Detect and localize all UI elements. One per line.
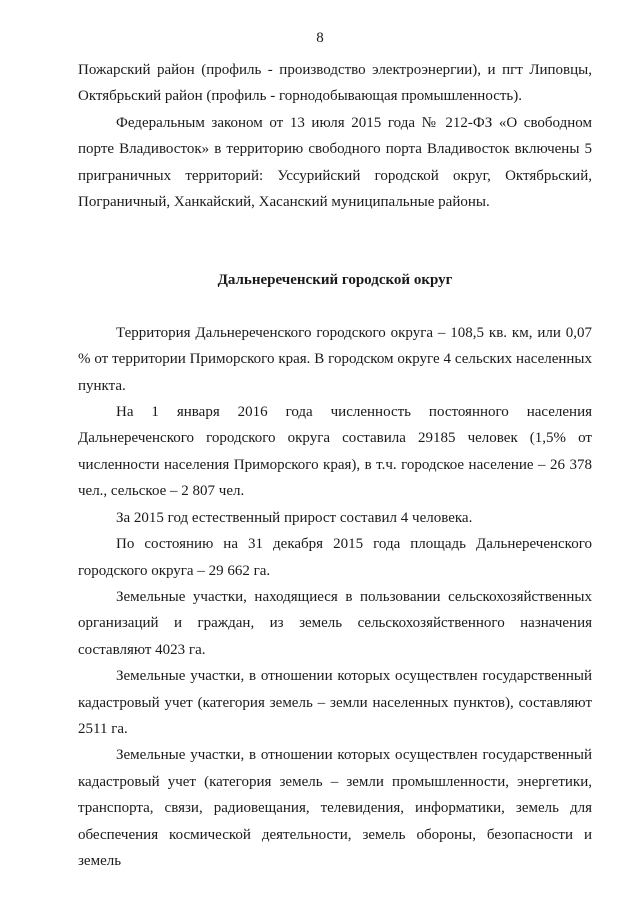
paragraph-area: По состоянию на 31 декабря 2015 года площадь Дальнереченского городского округа – 29 662 га.	[78, 536, 592, 579]
paragraph-industrial-land: Земельные участки, в отношении которых осуществлен государственный кадастровый учет (категория земель – земли промышленности, энергетики, транспорта, связи, радиовещания, телевидения, информатики, земель для обеспечения космической деятельности, земель обороны, безопасности и земель	[78, 747, 592, 869]
paragraph-federal-law: Федеральным законом от 13 июля 2015 года № 212-ФЗ «О свободном порте Владивосток» в территорию свободного порта Владивосток включены 5 приграничных территорий: Уссурийский городской округ, Октябрьский, Пограничный, Ханкайский, Хасанский муниципальные районы.	[78, 114, 592, 211]
paragraph-population: На 1 января 2016 года численность постоянного населения Дальнереченского городского округа составила 29185 человек (1,5% от численности населения Приморского края), в т.ч. городское население – 26 378 чел., сельское – 2 807 чел.	[78, 404, 592, 500]
paragraph-settlement-land: Земельные участки, в отношении которых осуществлен государственный кадастровый учет (категория земель – земли населенных пунктов), составляют 2511 га.	[78, 668, 592, 737]
paragraph-continuation: Пожарский район (профиль - производство электроэнергии), и пгт Липовцы, Октябрьский район (профиль - горнодобывающая промышленность).	[78, 62, 592, 105]
document-body	[78, 57, 592, 874]
section-heading: Дальнереченский городской округ	[217, 272, 453, 289]
paragraph-agricultural-land: Земельные участки, находящиеся в пользовании сельскохозяйственных организаций и граждан, из земель сельскохозяйственного назначения составляют 4023 га.	[78, 588, 592, 658]
paragraph-natural-growth: За 2015 год естественный прирост составил 4 человека.	[116, 509, 473, 526]
paragraph-territory: Территория Дальнереченского городского округа – 108,5 кв. км, или 0,07 % от территории Приморского края. В городском округе 4 сельских населенных пункта.	[78, 324, 592, 394]
page-number: 8	[316, 30, 324, 46]
